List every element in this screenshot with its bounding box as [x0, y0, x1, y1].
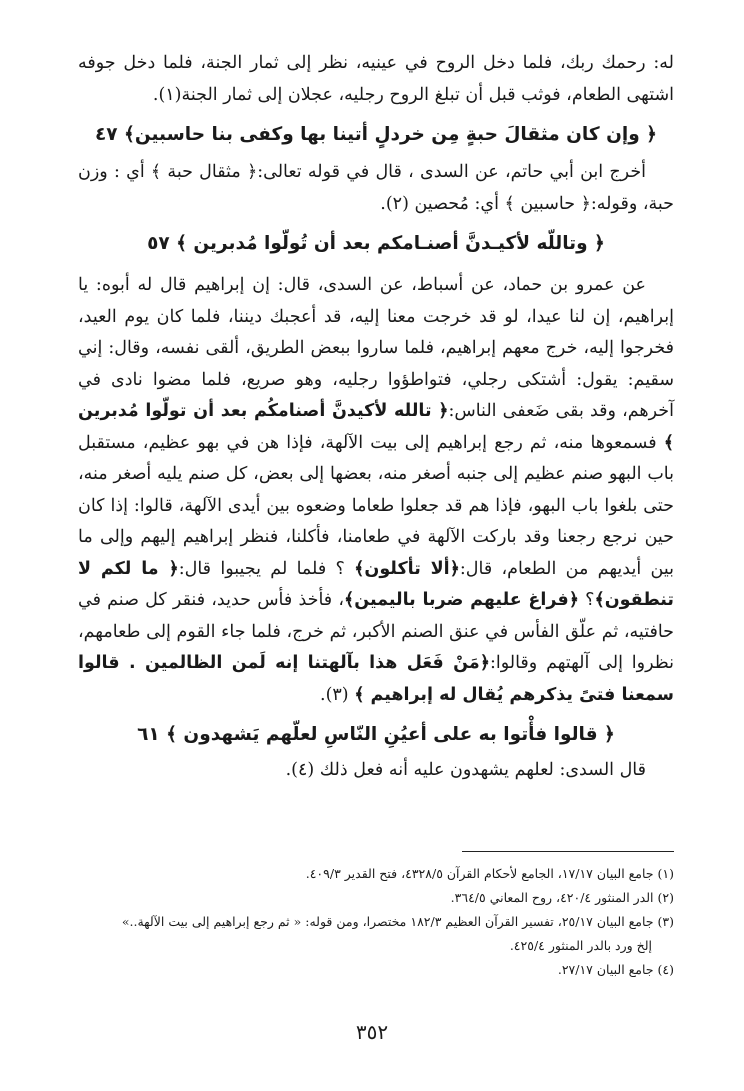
footnote-3-continued: إلخ ورد بالدر المنثور ٤٢٥/٤.	[509, 938, 652, 953]
quran-quote: ﴿فراغ عليهم ضربا باليمين﴾	[344, 590, 579, 610]
paragraph-ibrahim-story	[78, 270, 674, 711]
story-text-c: ؟ فلما لم يجيبوا قال:	[178, 558, 355, 579]
paragraph-intro: له: رحمك ربك، فلما دخل الروح في عينيه، نظر إلى ثمار الجنة، فلما دخل جوفه اشتهى الطعام، فوثب قبل أن تبلغ الروح رجليه، عجلان إلى ثمار الجنة(١).	[78, 53, 674, 105]
page-number: ٣٥٢	[355, 1020, 389, 1044]
main-text	[78, 48, 674, 787]
story-text-f: (٣).	[320, 684, 355, 705]
footnote-2: (٢) الدر المنثور ٤٢٠/٤، روح المعاني ٣٦٤/٥.	[450, 890, 674, 905]
verse-heading-61: ﴿ قالوا فأْتوا به على أعيُنِ النّاسِ لعلّهم يَشهدون ﴾ ٦١	[137, 724, 615, 745]
paragraph-sadi-61: قال السدى: لعلهم يشهدون عليه أنه فعل ذلك (٤).	[285, 760, 646, 780]
story-text-a: عن عمرو بن حماد، عن أسباط، عن السدى، قال: إن إبراهيم قال له أبوه: يا إبراهيم، إن لنا عيدا، لو قد خرجت معنا إليه، قد أعجبك ديننا، فلما كان يوم العيد، فخرجوا إليه، خرج معهم إبراهيم، فلما ساروا ببعض الطريق، ألقى نفسه، وقال: إني سقيم: يقول: أشتكى رجلي، فتواطؤوا رجليه، وهو صريع، فلما مضوا نادى في آخرهم، وقد بقى ضَعفى الناس:	[78, 275, 674, 421]
quran-quote: ﴿مَنْ فَعَل هذا بآلهتنا إنه لَمن الظالمين . قالوا سمعنا فتىً يذكرهم يُقال له إبراهيم ﴾	[78, 653, 674, 705]
story-text-d: ؟	[578, 590, 595, 610]
story-text-e: ، فأخذ فأس حديد، فنقر كل صنم في حافتيه، ثم علّق الفأس في عنق الصنم الأكبر، ثم خرج، فلما جاء القوم إلى طعامهم، نظروا إلى آلهتهم وقالوا:	[78, 590, 674, 673]
verse-heading-47: ﴿ وإن كان مثقالَ حبةٍ مِن خردلٍ أتينا بها وكفى بنا حاسبين﴾ ٤٧	[94, 124, 657, 145]
footnotes	[78, 862, 674, 982]
story-text-b: فسمعوها منه، ثم رجع إبراهيم إلى بيت الآلهة، فإذا هن في بهو عظيم، مستقبل باب البهو صنم عظيم إلى جنبه أصغر منه، بعضها إلى بعض، كل صنم يليه أصغر منه، حتى بلغوا باب البهو، فإذا هم قد جعلوا طعاما وضعوه بين أيدى الآلهة، قالوا: إذا كان حين نرجع رجعنا وقد باركت الآلهة في طعامنا، فأكلنا، فنظر إبراهيم إليهم وإلى ما بين أيديهم من الطعام، قال:	[78, 432, 674, 579]
quran-quote: ﴿ تالله لأكيدنَّ أصنامكُم بعد أن تولّوا مُدبرين ﴾	[78, 401, 674, 453]
footnote-1: (١) جامع البيان ١٧/١٧، الجامع لأحكام القرآن ٤٣٢٨/٥، فتح القدير ٤٠٩/٣.	[305, 866, 674, 881]
quran-quote: ﴿ ما لكم لا تنطقون﴾	[78, 558, 674, 610]
footnote-3: (٣) جامع البيان ٢٥/١٧، تفسير القرآن العظيم ١٨٢/٣ مختصرا، ومن قوله: « ثم رجع إبراهيم إلى بيت الآلهة..»	[121, 914, 674, 929]
footnote-4: (٤) جامع البيان ٢٧/١٧.	[557, 962, 674, 977]
footnote-divider	[462, 851, 674, 852]
paragraph-sadi-47: أخرج ابن أبي حاتم، عن السدى ، قال في قوله تعالى:﴿ مثقال حبة ﴾ أي : وزن حبة، وقوله:﴿ حاسبين ﴾ أي: مُحصين (٢).	[78, 162, 674, 214]
quran-quote: ﴿ألا تأكلون﴾	[354, 558, 460, 579]
verse-heading-57: ﴿ وتاللّه لأكيـدنَّ أصنـامكم بعد أن تُولّوا مُدبرين ﴾ ٥٧	[147, 233, 605, 254]
